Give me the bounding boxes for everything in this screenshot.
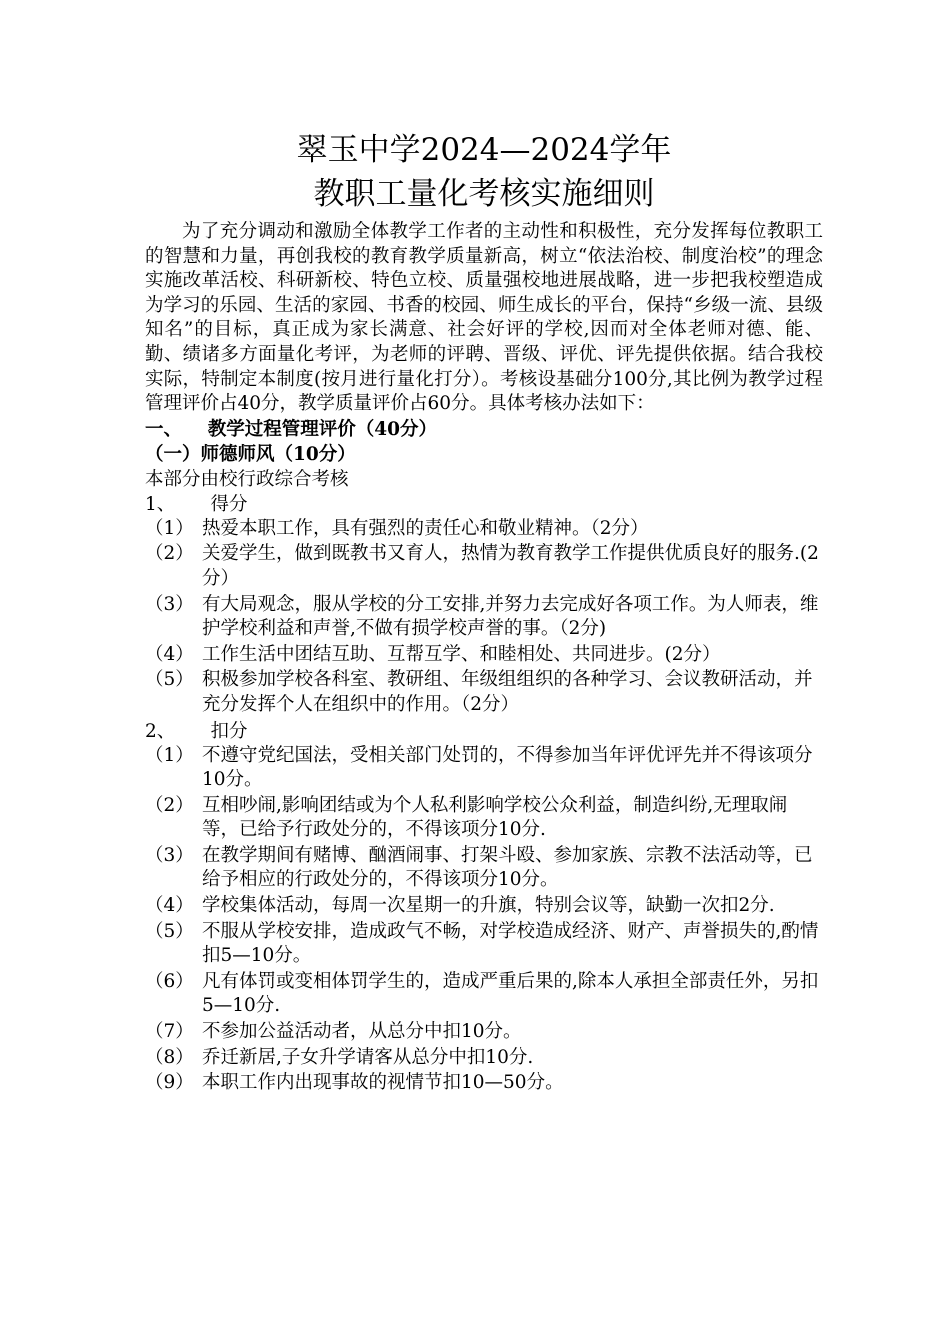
section-heading: 一、 教学过程管理评价（40分） [145,418,438,440]
intro-paragraph: 为了充分调动和激励全体教学工作者的主动性和积极性，充分发挥每位教职工的智慧和力量，再创我校的教育教学质量新高，树立“依法治校、制度治校”的理念实施改革活校、科研新校、特色立校、质量强校地进展战略，进一步把我校塑造成为学习的乐园、生活的家园、书香的校园、师生成长的平台，保持“乡级一流、县级知名”的目标，真正成为家长满意、社会好评的学校,因而对全体老师对德、能、勤、绩诸多方面量化考评，为老师的评聘、晋级、评优、评先提供依据。结合我校实际，特制定本制度(按月进行量化打分）。考核设基础分100分,其比例为教学过程管理评价占40分，教学质量评价占60分。具体考核办法如下： [145,221,823,415]
item-text: 乔迁新居,子女升学请客从总分中扣10分. [202,1046,534,1068]
item-number: （8） [145,1046,194,1068]
item-text: 关爱学生，做到既教书又育人，热情为教育教学工作提供优质良好的服务.(2分） [202,543,819,589]
document-page [145,128,823,1097]
score-list [145,517,823,718]
document-title-line2: 教职工量化考核实施细则 [313,176,655,212]
item-number: （5） [145,669,194,691]
item-number: （6） [145,970,194,992]
item-number: （3） [145,844,194,866]
list-item [145,970,823,1019]
item-text: 不参加公益活动者，从总分中扣10分。 [202,1021,522,1043]
item-number: （3） [145,593,194,615]
item-text: 互相吵闹,影响团结或为个人私利影响学校公众利益，制造纠纷,无理取闹等，已给予行政处分的，不得该项分10分. [202,794,788,841]
list-item [145,844,823,893]
item-number: （4） [145,895,194,917]
list-item [145,894,823,919]
list-item [145,668,823,717]
item-number: （2） [145,543,194,565]
document-title-line1: 翠玉中学2024—2024学年 [296,132,672,168]
part-heading-score: 1、 得分 [145,493,248,515]
list-item [145,794,823,843]
list-item [145,593,823,642]
item-text: 在教学期间有赌博、酗酒闹事、打架斗殴、参加家族、宗教不法活动等，已给予相应的行政处分的，不得该项分10分。 [202,844,813,891]
item-number: （9） [145,1072,194,1094]
item-number: （7） [145,1021,194,1043]
part-heading-deduct: 2、 扣分 [145,720,248,742]
item-text: 本职工作内出现事故的视情节扣10—50分。 [202,1072,564,1094]
list-item [145,1071,823,1096]
item-number: （1） [145,517,194,539]
list-item [145,517,823,542]
item-text: 不遵守党纪国法，受相关部门处罚的，不得参加当年评优评先并不得该项分10分。 [202,744,813,791]
item-text: 学校集体活动，每周一次星期一的升旗，特别会议等，缺勤一次扣2分. [202,895,775,917]
subsection-heading: （一）师德师风（10分） [145,443,356,465]
list-item [145,643,823,668]
list-item [145,542,823,591]
item-text: 热爱本职工作，具有强烈的责任心和敬业精神。（2分） [202,517,649,539]
item-text: 工作生活中团结互助、互帮互学、和睦相处、共同进步。(2分） [202,643,721,665]
list-item [145,744,823,793]
item-text: 有大局观念，服从学校的分工安排,并努力去完成好各项工作。为人师表，维护学校利益和声誉,不做有损学校声誉的事。（2分) [202,593,819,640]
item-number: （1） [145,744,194,766]
section-note: 本部分由校行政综合考核 [145,468,349,490]
item-number: （5） [145,920,194,942]
list-item [145,920,823,969]
deduct-list [145,744,823,1096]
item-number: （2） [145,794,194,816]
item-text: 凡有体罚或变相体罚学生的，造成严重后果的,除本人承担全部责任外，另扣5—10分. [202,970,819,1017]
list-item [145,1046,823,1071]
item-text: 不服从学校安排，造成政气不畅，对学校造成经济、财产、声誉损失的,酌情扣5—10分。 [202,920,819,967]
list-item [145,1020,823,1045]
item-number: （4） [145,643,194,665]
item-text: 积极参加学校各科室、教研组、年级组组织的各种学习、会议教研活动，并充分发挥个人在组织中的作用。（2分） [202,669,813,715]
